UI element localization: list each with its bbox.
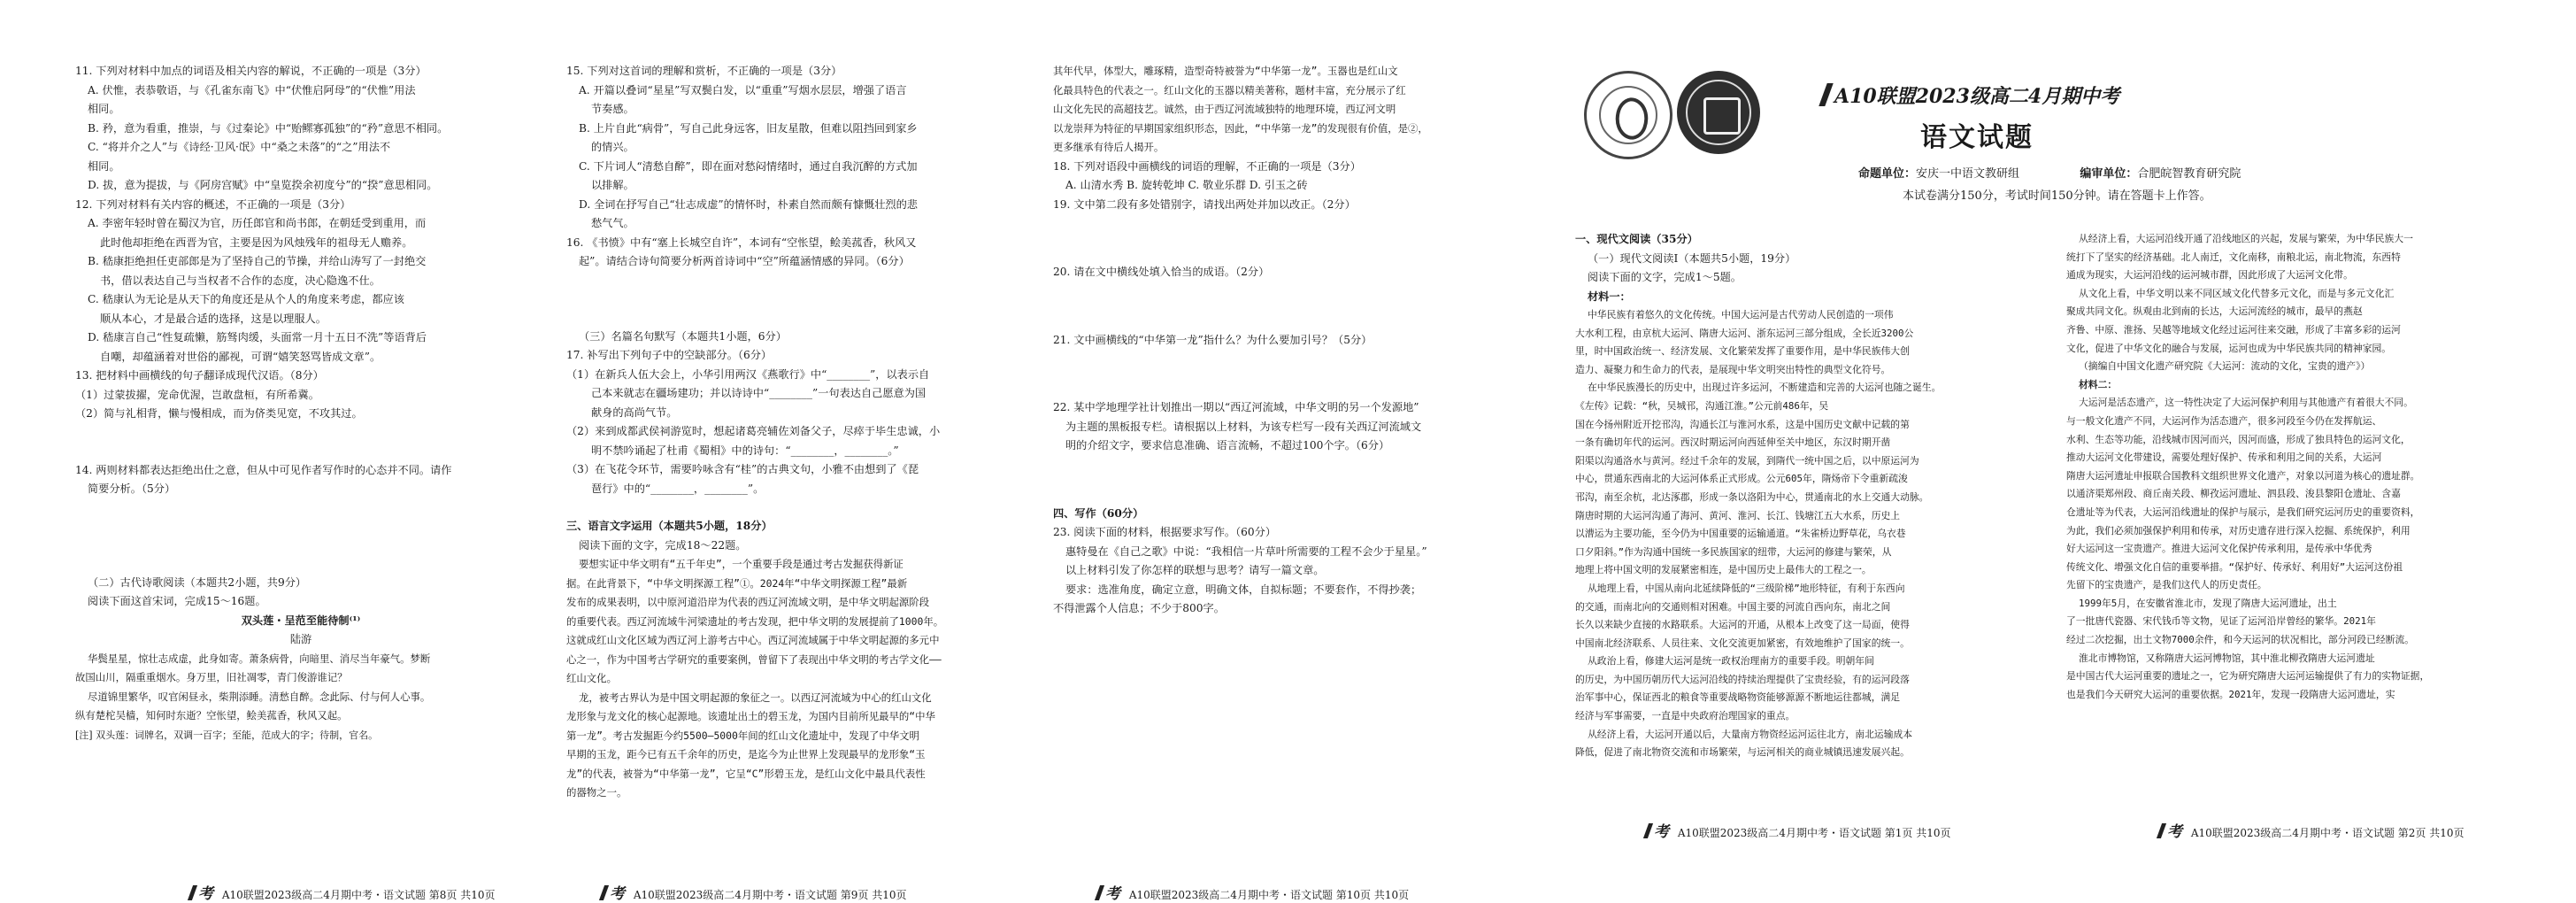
question-21: 21. 文中画横线的“中华第一龙”指什么？为什么要加引号？（5分） — [1053, 333, 1373, 346]
question-22: 22. 某中学地理学社计划推出一期以“西辽河流域，中华文明的另一个发源地” 为主题的黑板报专栏。请根据以上材料，为该专栏写一段有关西辽河流域文 明的介绍文字，要求信息准确、语言流畅，不超过100个字。（6分） — [1053, 401, 1422, 452]
question-13: 13. 把材料中画横线的句子翻译成现代汉语。（8分） （1）过蒙拔擢，宠命优渥，岂敢盘桓，有所希冀。 （2）简与礼相背，懒与慢相成，而为侪类见宽，不攻其过。 — [75, 369, 363, 420]
question-20: 20. 请在文中横线处填入恰当的成语。（2分） — [1053, 266, 1270, 278]
institute-seal-icon — [1677, 71, 1760, 154]
section1-intro: 阅读下面的文字，完成1～5题。 — [1588, 271, 1742, 283]
exam-note: 本试卷满分150分，考试时间150分钟。请在答题卡上作答。 — [1903, 189, 2211, 203]
exam-page-9 — [566, 62, 1027, 903]
material1-label: 材料一： — [1588, 289, 1631, 303]
language-intro: 阅读下面的文字，完成18～22题。 — [579, 538, 747, 552]
language-passage: 要想实证中华文明有“五千年史”，一个重要手段是通过考古发掘获得新证 据。在此背景下，“中华文明探源工程”①。2024年“中华文明探源工程”最新 发布的成果表明，以中原河道沿岸为代表的西辽河流域文明，是中华文明起源阶段 的重要代表。西辽河流域牛河梁遗址的考古发现，把中华文明的发展提前了1000年。 这就成红山文化区域为西辽河上游考古中心。西辽河流域属于中华文明起源的多元中 心之一，作为中国考古学研究的重要案例，曾留下了表现出中华文明的考古学文化—— 红山文化。 龙，被考古界认为是中国文明起源的象征之一。以西辽河流域为中心的红山文化 龙形象与龙文化的核心起源地。该遗址出土的碧玉龙，为国内目前所见最早的“中华 第一龙”。考古发掘距今约5500—5000年间的红山文化遗址中，发现了中华文明 早期的玉龙，距今已有五千余年的历史，是迄今为止世界上发现最早的龙形象“玉 龙”的代表，被誉为“中华第一龙”，它呈“C”形碧玉龙，是红山文化中最具代表性 的器物之一。 — [566, 558, 944, 799]
question-23: 23. 阅读下面的材料，根据要求写作。（60分） 惠特曼在《自己之歌》中说：“我相信一片草叶所需要的工程不会少于星星。” 以上材料引发了你怎样的联想与思考？请写一篇文章。 要求：选准角度，确定立意，明确文体，自拟标题；不要套作，不得抄袭； 不得泄露个人信息；不少于800字。 — [1053, 526, 1427, 614]
poem-body: 华鬓星星，惊壮志成虚，此身如寄。萧条病骨，向暗里、消尽当年豪气。梦断 故国山川，隔重重烟水。身万里，旧社凋零，青门俊游谁记？ 尽道锦里繁华，叹官闲昼永，柴荆添睡。清愁自醉。念此际、付与何人心事。 纵有楚柁吴樯，知何时东逝？空怅望，鲙美菰香，秋风又起。 — [75, 652, 431, 722]
exam-brand-title: A10联盟2023级高二4月期中考 — [1823, 81, 2119, 109]
poem-note: [注] 双头莲：词牌名，双调一百字；至能，范成大的字；待制，官名。 — [75, 729, 379, 741]
poem-title: 双头莲・呈范至能待制⁽¹⁾ — [241, 614, 361, 627]
question-19: 19. 文中第二段有多处错别字，请找出两处并加以改正。（2分） — [1053, 197, 1356, 211]
page10-column — [1053, 62, 1504, 619]
exam-page-1 — [1557, 62, 2549, 841]
exam-subject-title: 语文试题 — [1920, 122, 2034, 153]
page2-footer: 考 A10联盟2023级高二4月期中考・语文试题 第2页 共10页 — [2159, 819, 2464, 841]
brand-logo-icon — [1819, 83, 1833, 106]
section1-subheading: （一）现代文阅读Ⅰ（本题共5小题，19分） — [1588, 251, 1796, 265]
question-17: 17. 补写出下列句子中的空缺部分。（6分） （1）在新兵人伍大会上，小华引用两汉《燕歌行》中“________”，以表示自 己本来就志在疆场建功；并以诗诗中“________”一句表达自己愿意为国 献身的高尚气节。 （2）来到成都武侯祠游览时，想起诸葛亮辅佐刘备父子，尽瘁于毕生忠诚，小 明不禁吟诵起了杜甫《蜀相》中的诗句：“________，________。” （3）在飞花令环节，需要吟咏含有“桂”的古典文句，小雅不由想到了《琵 琶行》中的“________，________”。 — [566, 349, 941, 495]
page9-column — [566, 62, 1018, 803]
poem-section-heading: （二）古代诗歌阅读（本题共2小题，共9分） — [88, 575, 307, 589]
author-units: 命题单位：安庆一中语文教研组 编审单位：合肥皖智教育研究院 — [1858, 167, 2242, 181]
section1-heading: 一、现代文阅读（35分） — [1575, 233, 1698, 245]
brand-logo-icon: 考 — [2159, 819, 2182, 841]
brand-logo-icon: 考 — [190, 881, 213, 903]
page9-footer: 考 A10联盟2023级高二4月期中考・语文试题 第9页 共10页 — [602, 881, 906, 903]
material-continued-text: 从经济上看，大运河沿线开通了沿线地区的兴起，发展与繁荣，为中华民族大一 统打下了坚实的经济基础。北人南迁，文化南移，南粮北运，南北物流，东西特 通成为现实，大运河沿线的运河城市群，因此形成了大运河文化带。 从文化上看，中华文明以来不同区域文化代替多元文化，而是与多元文化汇 聚成共同文化。纵观由北到南的长达，大运河流经的城市，最早的燕赵 齐鲁、中原、淮扬、吴越等地域文化经过运河往来交融，形成了丰富多彩的运河 文化，促进了中华文化的融合与发展，运河也成为中华民族共同的精神家园。 （摘编自中国文化遗产研究院《大运河：流动的文化，宝贵的遗产》） 材料二： 大运河是活态遗产，这一特性决定了大运河保护利用与其他遗产有着很大不同。 与一般文化遗产不同，大运河作为活态遗产，很多河段至今仍在发挥航运、 水利、生态等功能，沿线城市因河而兴，因河而盛，形成了独具特色的运河文化， 推动大运河文化带建设，需要处理好保护、传承和利用之间的关系，大运河 隋唐大运河遗址申报联合国教科文组织世界文化遗产，对象以河道为核心的遗址群。 以通济渠郑州段、商丘南关段、柳孜运河遗址、泗县段、浚县黎阳仓遗址、含嘉 仓遗址等为代表，大运河沿线遗址的保护与展示，是我们研究运河历史的重要资料， 为此，我们必须加强保护利用和传承，对历史遗存进行深入挖掘、系统保护，利用 好大运河这一宝贵遗产。推进大运河文化保护传承利用，是传承中华优秀 传统文化、增强文化自信的重要举措。“保护好、传承好、利用好”大运河这份祖 先留下的宝贵遗产，是我们这代人的历史责任。 1999年5月，在安徽省淮北市，发现了隋唐大运河遗址，出土 了一批唐代瓷器、宋代钱币等文物，见证了运河沿岸曾经的繁华。2021年 经过二次挖掘，出土文物7000余件，和今天运河的状况相比，部分河段已经断流。 淮北市博物馆，又称隋唐大运河博物馆，其中淮北柳孜隋唐大运河遗址 是中国古代大运河重要的遗址之一，它为研究隋唐大运河运输提供了有力的实物证据， 也是我们今天研究大运河的重要依据。2021年，发现一段隋唐大运河遗址，实 — [2066, 233, 2430, 700]
language-section-heading: 三、语言文字运用（本题共5小题，18分） — [566, 520, 773, 532]
brand-logo-icon: 考 — [1646, 819, 1669, 841]
writing-section-heading: 四、写作（60分） — [1053, 506, 1144, 520]
brand-logo-icon: 考 — [1097, 881, 1120, 903]
page2-right-column — [2066, 230, 2526, 704]
page10-footer: 考 A10联盟2023级高二4月期中考・语文试题 第10页 共10页 — [1097, 881, 1409, 903]
exam-page-10 — [1053, 62, 1513, 903]
poem-intro: 阅读下面这首宋词，完成15～16题。 — [88, 595, 266, 607]
question-14: 14. 两则材料都表达拒绝出仕之意，但从中可见作者写作时的心态并不同。请作 简要分析。（5分） — [75, 463, 452, 495]
dictation-heading: （三）名篇名句默写（本题共1小题，6分） — [579, 329, 787, 343]
school-seal-icon — [1584, 71, 1672, 159]
question-18: 18. 下列对语段中画横线的词语的理解，不正确的一项是（3分） A. 山清水秀 B. 旋转乾坤 C. 敬业乐群 D. 引玉之砖 — [1053, 159, 1361, 191]
page1-left-column — [1575, 230, 2035, 762]
question-16: 16. 《书愤》中有“塞上长城空自许”，本词有“空怅望，鲙美菰香，秋风又 起”。请结合诗句简要分析两首诗词中“空”所蕴涵情感的异同。（6分） — [566, 235, 917, 267]
exam-page-8 — [75, 62, 535, 903]
poem-author: 陆游 — [289, 633, 312, 645]
question-15: 15. 下列对这首词的理解和赏析，不正确的一项是（3分） A. 开篇以叠词“星星”写双鬓白发，以“重重”写烟水层层，增强了语言 节奏感。 B. 上片自此“病骨”，写自己此身远客，旧友星散，但难以阻挡回到家乡 的情兴。 C. 下片词人“清愁自醉”，即在面对愁闷情绪时，通过自我沉醉的方式加 以排解。 D. 全词在抒写自己“壮志成虚”的情怀时，朴素自然而颇有慷慨壮烈的悲 愁气气。 — [566, 65, 918, 229]
question-11: 11. 下列对材料中加点的词语及相关内容的解说，不正确的一项是（3分） A. 伏惟，表恭敬语，与《孔雀东南飞》中“伏惟启阿母”的“伏惟”用法 相同。 B. 矜，意为看重，推崇，与《过秦论》中“贻鳏寡孤独”的“矜”意思不相同。 C. “将并介之人”与《诗经·卫风·氓》中“桑之未落”的“之”用法不 相同。 D. 拔，意为提拔，与《阿房宫赋》中“皇览揆余初度兮”的“揆”意思相同。 — [75, 65, 449, 191]
page8-footer: 考 A10联盟2023级高二4月期中考・语文试题 第8页 共10页 — [190, 881, 495, 903]
question-12: 12. 下列对材料有关内容的概述，不正确的一项是（3分） A. 李密年轻时曾在蜀汉为官，历任郎官和尚书郎，在朝廷受到重用，而 此时他却拒绝在西晋为官，主要是因为风烛残年的祖母无人赡养。 B. 嵇康拒绝担任吏部郎是为了坚持自己的节操，并给山涛写了一封绝交 书，借以表达自己与当权者不合作的态度，决心隐逸不仕。 C. 嵇康认为无论是从天下的角度还是从个人的角度来考虑，都应该 顺从本心，才是最合适的选择，这是以理服人。 D. 嵇康言自己“性复疏懒，筋驽肉缓，头面常一月十五日不洗”等语背后 自嘲，却蕴涵着对世俗的鄙视，可谓“嬉笑怒骂皆成文章”。 — [75, 197, 427, 363]
page10-continued-passage: 其年代早，体型大，雕琢精，造型奇特被誉为“中华第一龙”。玉器也是红山文 化最具特色的代表之一。红山文化的玉器以精美著称，题材丰富，充分展示了红 山文化先民的高超技艺。诚然，由于西辽河流域独特的地理环境，西辽河文明 以龙崇拜为特征的早期国家组织形态，因此，“中华第一龙”的发现很有价值，是②， 更多继承有待后人揭开。 — [1053, 65, 1428, 153]
brand-logo-icon: 考 — [602, 881, 625, 903]
page8-column — [75, 62, 527, 745]
material1-text: 中华民族有着悠久的文化传统。中国大运河是古代劳动人民创造的一项伟 大水利工程，由京杭大运河、隋唐大运河、浙东运河三部分组成，全长近3200公 里，时中国政治统一、经济发展、文化繁荣发挥了重要作用，是中华民族伟大创 造力、凝聚力和生命力的代表，是展现中华文明突出特性的典型文化符号。 在中华民族漫长的历史中，出现过许多运河，不断建造和完善的大运河也随之诞生。 《左传》记载：“秋，吴城邗，沟通江淮。”公元前486年，吴 国在今扬州附近开挖邗沟，沟通长江与淮河水系，这是中国历史文献中记载的第 一条有确切年代的运河。西汉时期运河向西延伸至关中地区，东汉时期开凿 阳渠以沟通洛水与黄河。经过千余年的发展，到隋代一统中国之后，以中原运河为 中心，贯通东西南北的大运河体系正式形成。公元605年，隋炀帝下令重新疏浚 邗沟，南至余杭，北达涿郡，形成一条以洛阳为中心，贯通南北的水上交通大动脉。 隋唐时期的大运河沟通了海河、黄河、淮河、长江、钱塘江五大水系，历史上 以漕运为主要功能，至今仍为中国重要的运输通道。“朱雀桥边野草花，乌衣巷 口夕阳斜。”作为沟通中国统一多民族国家的纽带，大运河的修建与繁荣，从 地理上将中国文明的发展紧密相连，是中国历史上最伟大的工程之一。 从地理上看，中国从南向北延续降低的“三级阶梯”地形特征，有利于东西向 的交通，而南北向的交通则相对困难。中国主要的河流自西向东，南北之间 长久以来缺少直接的水路联系。大运河的开通，从根本上改变了这一局面，使得 中国南北经济联系、人员往来、文化交流更加紧密，有效地维护了国家的统一。 从政治上看，修建大运河是统一政权治理南方的重要手段。明朝年间 的历史，为中国历朝历代大运河沿线的持续治理提供了宝贵经验，有的运河段落 治军事中心，保证西北的粮食等重要战略物资能够源源不断地运往都城，满足 经济与军事需要，一直是中央政府治理国家的重点。 从经济上看，大运河开通以后，大量南方物资经运河运往北方，南北运输成本 降低，促进了南北物资交流和市场繁荣，与运河相关的商业城镇迅速发展兴起。 — [1575, 309, 1942, 759]
page1-footer: 考 A10联盟2023级高二4月期中考・语文试题 第1页 共10页 — [1646, 819, 1950, 841]
